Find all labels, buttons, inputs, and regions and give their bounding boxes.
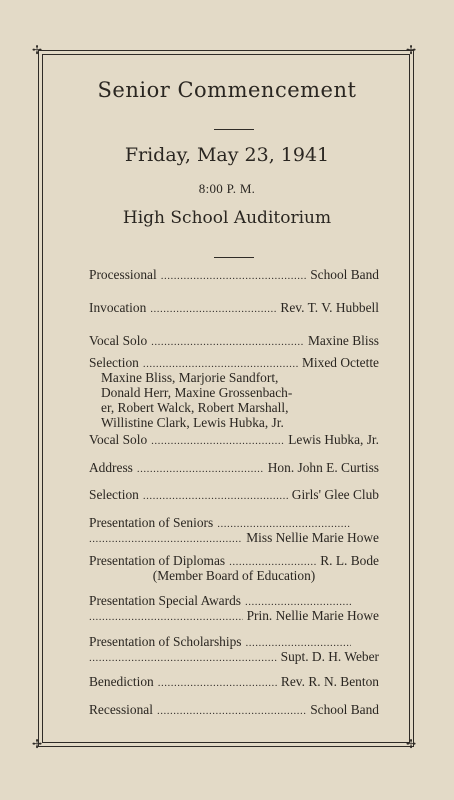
program-item-performer: Rev. R. N. Benton [280, 674, 379, 689]
performer-note: (Member Board of Education) [152, 568, 316, 583]
performer-names-line: Willistine Clark, Lewis Hubka, Jr. [101, 415, 284, 430]
leader-dots [89, 651, 277, 666]
corner-ornament-icon: ✢ [406, 737, 417, 751]
program-item-performer: Hon. John E. Curtiss [267, 460, 379, 475]
program-item-label: Selection [89, 487, 139, 502]
program-item-label: Presentation of Seniors [89, 515, 214, 530]
program-item-label: Presentation of Scholarships [89, 634, 242, 649]
program-item [89, 432, 379, 447]
program-item-performer: Mixed Octette [302, 355, 379, 370]
program-item-performer: Miss Nellie Marie Howe [246, 530, 379, 545]
program-item [89, 674, 379, 689]
program-item-label: Address [89, 460, 133, 475]
leader-dots [157, 704, 306, 719]
event-date: Friday, May 23, 1941 [124, 144, 330, 166]
leader-dots [89, 610, 243, 625]
program-item-label: Presentation Special Awards [89, 593, 241, 608]
program-item [89, 553, 379, 583]
program-item-label: Invocation [89, 300, 147, 315]
program-item-label: Vocal Solo [89, 333, 148, 348]
event-time: 8:00 P. M. [198, 181, 256, 196]
performer-names-line: er, Robert Walck, Robert Marshall, [101, 400, 289, 415]
program-item-performer: Girls' Glee Club [291, 487, 379, 502]
program-item [89, 267, 379, 282]
leader-dots [158, 676, 277, 691]
corner-ornament-icon: ✢ [32, 43, 43, 57]
program-item [89, 702, 379, 717]
program-item-label: Presentation of Diplomas [89, 553, 226, 568]
page-title: Senior Commencement [97, 78, 357, 102]
program-item [89, 634, 379, 664]
program-item-label: Recessional [89, 702, 153, 717]
leader-dots [89, 532, 242, 547]
leader-dots [150, 302, 276, 317]
program-item [89, 333, 379, 348]
program-item-performer: R. L. Bode [320, 553, 379, 568]
program-item-performer: Maxine Bliss [307, 333, 379, 348]
program-item-label: Benediction [89, 674, 154, 689]
leader-dots [137, 462, 264, 477]
program-item-performer: Lewis Hubka, Jr. [288, 432, 379, 447]
program-item [89, 460, 379, 475]
program-item-label: Vocal Solo [89, 432, 148, 447]
program-item [89, 487, 379, 502]
program-item [89, 355, 379, 430]
divider [214, 257, 254, 258]
program-item [89, 515, 379, 545]
performer-names-line: Donald Herr, Maxine Grossenbach- [101, 385, 293, 400]
program-item [89, 593, 379, 623]
leader-dots [161, 269, 307, 284]
corner-ornament-icon: ✢ [406, 43, 417, 57]
leader-dots [151, 335, 304, 350]
leader-dots [151, 434, 284, 449]
program-item-label: Processional [89, 267, 157, 282]
performer-names-line: Maxine Bliss, Marjorie Sandfort, [101, 370, 279, 385]
program-item [89, 300, 379, 315]
program-item-performer: Prin. Nellie Marie Howe [246, 608, 379, 623]
program-item-performer: Rev. T. V. Hubbell [280, 300, 379, 315]
corner-ornament-icon: ✢ [32, 737, 43, 751]
leader-dots [143, 489, 288, 504]
program-item-performer: School Band [310, 702, 379, 717]
event-venue: High School Auditorium [122, 208, 332, 228]
program-item-performer: Supt. D. H. Weber [280, 649, 379, 664]
program-item-label: Selection [89, 355, 139, 370]
divider [214, 129, 254, 130]
program-item-performer: School Band [310, 267, 379, 282]
